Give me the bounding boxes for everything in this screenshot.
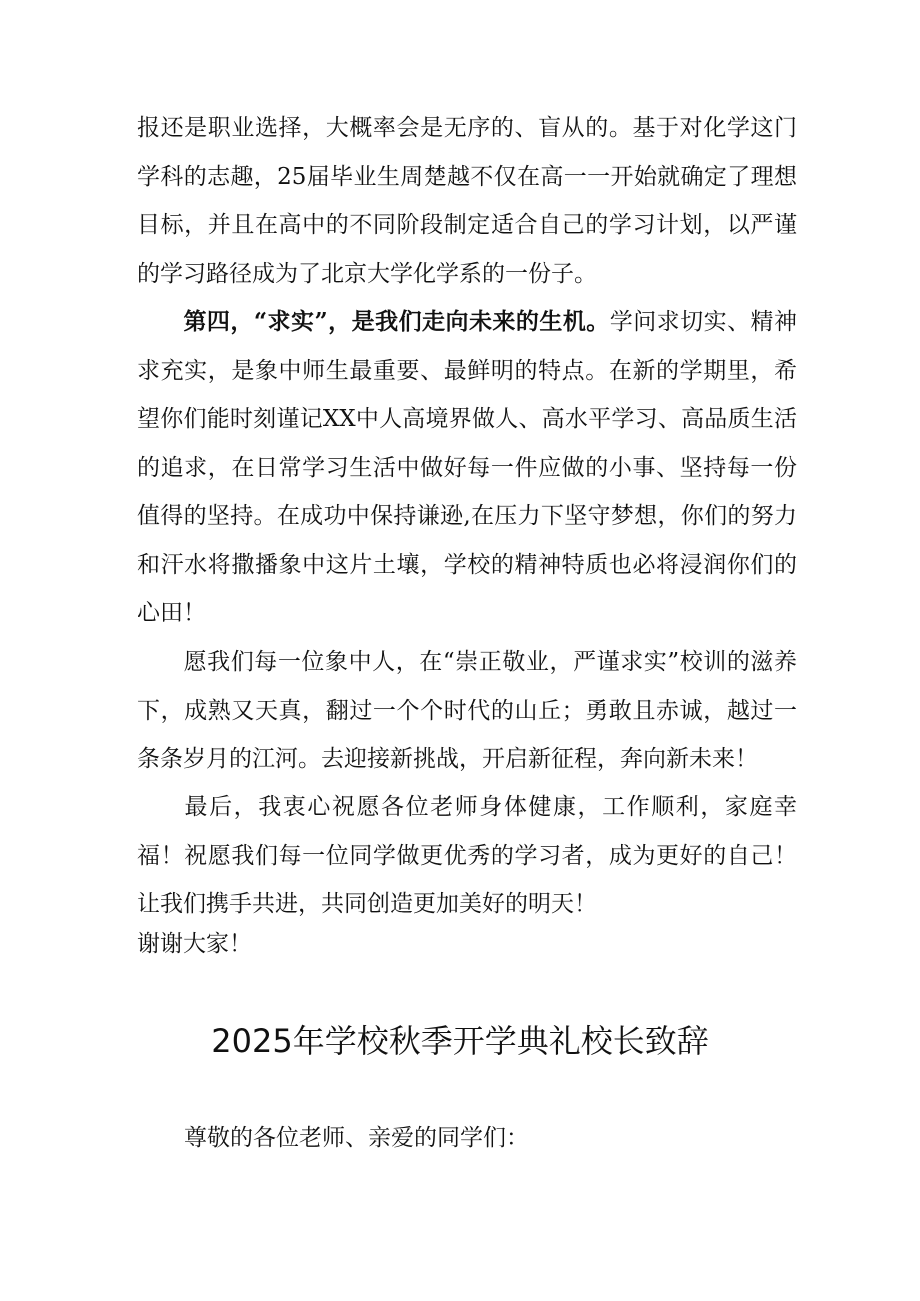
paragraph-blessing [137, 783, 797, 929]
point-body: 学问求切实、精神求充实，是象中师生最重要、最鲜明的特点。在新的学期里，希望你们能时刻谨记XX中人高境界做人、高水平学习、高品质生活的追求，在日常学习生活中做好每一件应做的小事、坚持每一份值得的坚持。在成功中保持谦逊,在压力下坚守梦想，你们的努力和汗水将撒播象中这片土壤，学校的精神特质也必将浸润你们的心田！ [137, 309, 797, 626]
closing-thanks: 谢谢大家！ [137, 931, 252, 957]
point-heading: 第四，“求实”，是我们走向未来的生机。 [183, 308, 610, 335]
paragraph-continuation: 报还是职业选择，大概率会是无序的、盲从的。基于对化学这门学科的志趣，25届毕业生周楚越不仅在高一一开始就确定了理想目标，并且在高中的不同阶段制定适合自己的学习计划，以严谨的学习路径成为了北京大学化学系的一份子。 [137, 115, 797, 287]
paragraph-fourth-point [137, 298, 797, 638]
salutation: 尊敬的各位老师、亲爱的同学们： [184, 1125, 529, 1151]
paragraph-wish [137, 638, 797, 784]
speech-title: 2025年学校秋季开学典礼校长致辞 [211, 1022, 709, 1060]
wish-text: 愿我们每一位象中人，在“崇正敬业，严谨求实”校训的滋养下，成熟又天真，翻过一个个时代的山丘；勇敢且赤诚，越过一条条岁月的江河。去迎接新挑战，开启新征程，奔向新未来！ [137, 649, 797, 772]
blessing-text: 最后，我衷心祝愿各位老师身体健康，工作顺利，家庭幸福！祝愿我们每一位同学做更优秀的学习者，成为更好的自己！让我们携手共进，共同创造更加美好的明天！ [137, 794, 797, 917]
